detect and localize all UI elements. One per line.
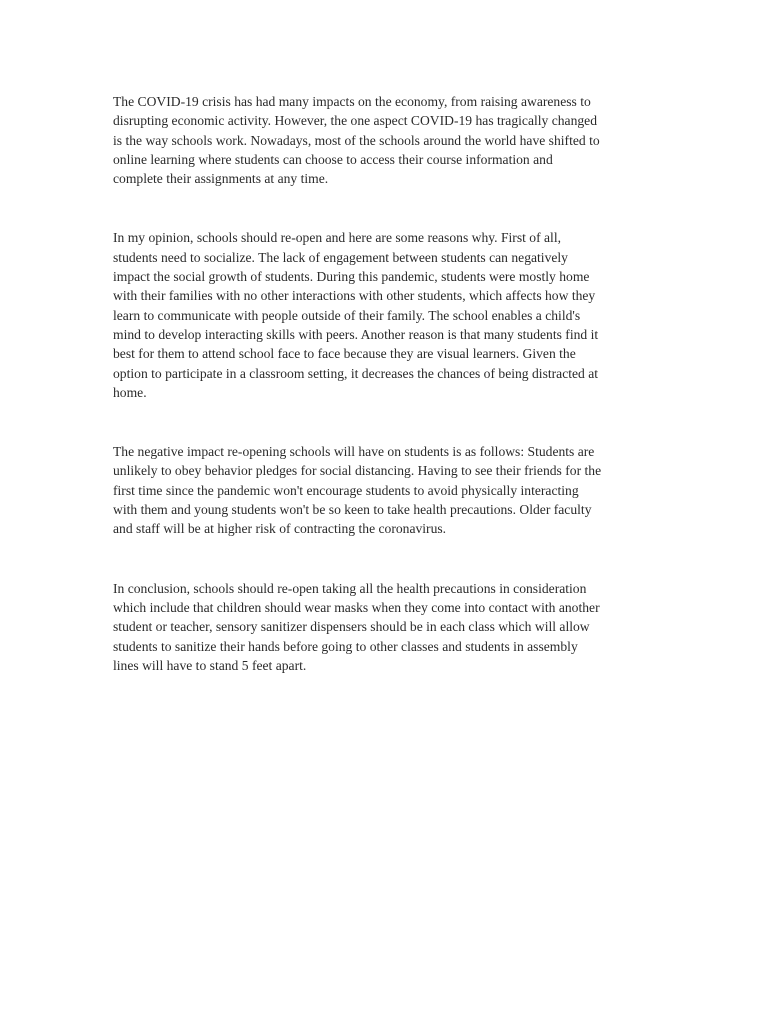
paragraph-conclusion: In conclusion, schools should re-open taking all the health precautions in consideration which include that children should wear masks when they come into contact with another student or teacher, sensory sanitizer dispensers should be in each class which will allow students to sanitize their hands before going to other classes and students in assembly lines will have to stand 5 feet apart. bbox=[113, 580, 600, 673]
paragraph-opinion: In my opinion, schools should re-open and here are some reasons why. First of all, students need to socialize. The lack of engagement between students can negatively impact the social growth of students. During this pandemic, students were mostly home with their families with no other interactions with other students, which affects how they learn to communicate with people outside of their family. The school enables a child's mind to develop interacting skills with peers. Another reason is that many students find it best for them to attend school face to face because they are visual learners. Given the option to participate in a classroom setting, it decreases the chances of being distracted at home. bbox=[113, 230, 599, 400]
paragraph-intro: The COVID-19 crisis has had many impacts on the economy, from raising awareness to disrupting economic activity. However, the one aspect COVID-19 has tragically changed is the way schools work. Nowadays, most of the schools around the world have shifted to online learning where students can choose to access their course information and complete their assignments at any time. bbox=[113, 94, 600, 187]
paragraph-negative-impact: The negative impact re-opening schools will have on students is as follows: Students are unlikely to obey behavior pledges for social distancing. Having to see their friends for the first time since the pandemic won't encourage students to avoid physically interacting with them and young students won't be so keen to take health precautions. Older faculty and staff will be at higher risk of contracting the coronavirus. bbox=[113, 444, 602, 537]
document-body bbox=[113, 92, 658, 675]
